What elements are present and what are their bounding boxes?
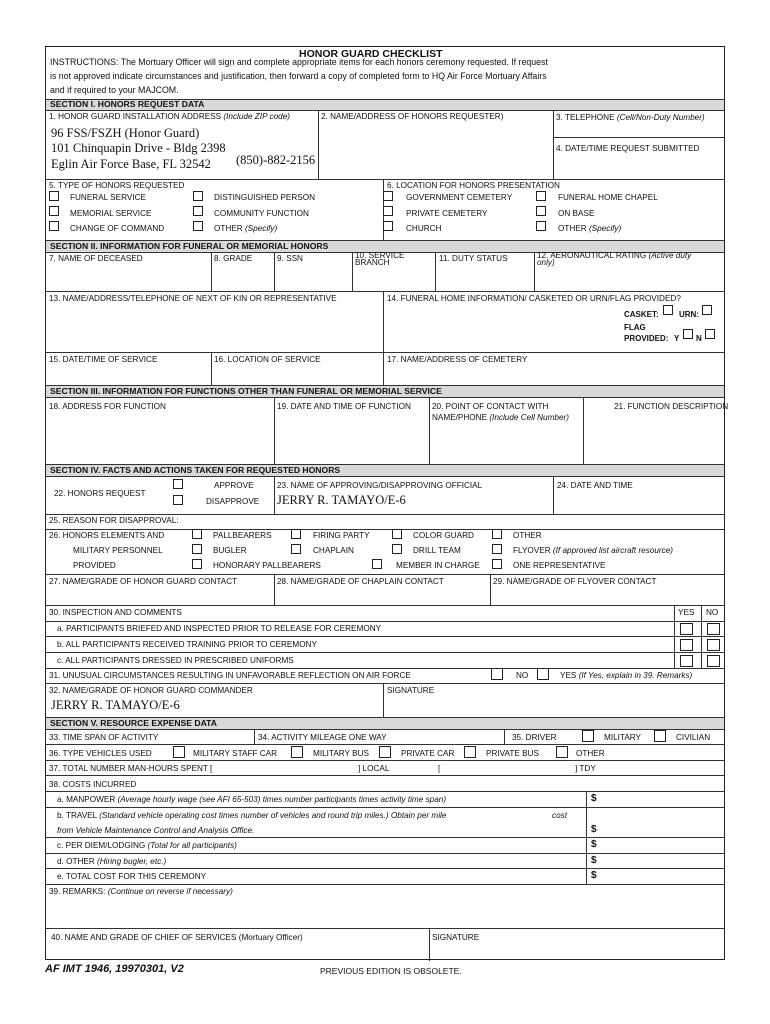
section-4-header: SECTION IV. FACTS AND ACTIONS TAKEN FOR REQUESTED HONORS (50, 465, 341, 475)
form-title: HONOR GUARD CHECKLIST (299, 48, 443, 60)
field-10-label-b: BRANCH (355, 258, 390, 267)
other-cost-dollar: $ (591, 855, 597, 866)
field-24-label: 24. DATE AND TIME (557, 481, 633, 490)
driver-military-label: MILITARY (604, 733, 642, 742)
church-label: CHURCH (406, 224, 442, 233)
unusual-yes-checkbox[interactable] (537, 668, 549, 680)
perdiem-hint: (Total for all participants) (147, 841, 237, 850)
field-34-label: 34. ACTIVITY MILEAGE ONE WAY (258, 733, 387, 742)
casket-label: CASKET: (624, 310, 659, 319)
one-representative-checkbox[interactable] (492, 559, 502, 569)
unusual-no-checkbox[interactable] (491, 668, 503, 680)
field-32-label: 32. NAME/GRADE OF HONOR GUARD COMMANDER (49, 686, 253, 695)
disapprove-label: DISAPPROVE (206, 497, 260, 506)
section-3-header: SECTION III. INFORMATION FOR FUNCTIONS OTHER THAN FUNERAL OR MEMORIAL SERVICE (50, 386, 442, 396)
field-8-label: 8. GRADE (214, 254, 253, 263)
installation-address-line-2[interactable]: 101 Chinquapin Drive - Bldg 2398 (51, 141, 226, 155)
funeral-home-chapel-label: FUNERAL HOME CHAPEL (558, 193, 658, 202)
installation-phone[interactable]: (850)-882-2156 (236, 153, 316, 167)
other-element-label: OTHER (513, 531, 542, 540)
field-11-label: 11. DUTY STATUS (439, 254, 508, 263)
funeral-service-checkbox[interactable] (49, 191, 59, 201)
unusual-no-label: NO (516, 671, 529, 680)
vehicle-private-bus-label: PRIVATE BUS (486, 749, 539, 758)
field-15-label: 15. DATE/TIME OF SERVICE (49, 355, 158, 364)
field-35-label: 35. DRIVER (512, 733, 557, 742)
funeral-service-label: FUNERAL SERVICE (70, 193, 146, 202)
installation-address-line-3[interactable]: Eglin Air Force Base, FL 32542 (51, 157, 211, 171)
field-1-label (49, 112, 290, 122)
field-19-label: 19. DATE AND TIME OF FUNCTION (277, 402, 411, 411)
driver-military-checkbox[interactable] (582, 730, 594, 742)
instructions-line-2: is not approved indicate circumstances and justification, then forward a copy of completed form to HQ Air Force Mortuary Affairs (50, 71, 547, 81)
private-cemetery-checkbox[interactable] (383, 206, 393, 216)
section-2-header: SECTION II. INFORMATION FOR FUNERAL OR MEMORIAL HONORS (50, 241, 329, 251)
on-base-checkbox[interactable] (536, 206, 546, 216)
field-20-label-a: 20. POINT OF CONTACT WITH (432, 402, 549, 411)
flag-yes-label: Y (674, 334, 680, 343)
other-location-hint: (Specify) (588, 224, 622, 233)
field-9-label: 9. SSN (277, 254, 303, 263)
approve-label: APPROVE (214, 481, 254, 490)
vehicle-staff-car-checkbox[interactable] (173, 746, 185, 758)
field-17-label: 17. NAME/ADDRESS OF CEMETERY (387, 355, 528, 364)
field-14-label: 14. FUNERAL HOME INFORMATION/ CASKETED OR URN/FLAG PROVIDED? (387, 294, 681, 303)
instructions-line-1: INSTRUCTIONS: The Mortuary Officer will sign and complete appropriate items for each honors ceremony requested. If request (50, 57, 548, 67)
field-39-label (49, 887, 233, 897)
field-3-label-text: 3. TELEPHONE (556, 113, 615, 122)
memorial-service-label: MEMORIAL SERVICE (70, 209, 152, 218)
other-honors-label (214, 224, 277, 234)
funeral-home-chapel-checkbox[interactable] (536, 191, 546, 201)
field-29-label: 29. NAME/GRADE OF FLYOVER CONTACT (493, 577, 657, 586)
manpower-hint: (Average hourly wage (see AFI 65-503) times number participants times activity time span) (117, 795, 447, 804)
vehicle-military-bus-label: MILITARY BUS (313, 749, 369, 758)
field-10-label-a: 10. SERVICE (355, 251, 405, 260)
vehicle-other-label: OTHER (576, 749, 605, 758)
perdiem-row (57, 841, 237, 851)
instructions-line-3: and if required to your MAJCOM. (50, 85, 179, 95)
field-37-label: 37. TOTAL NUMBER MAN-HOURS SPENT [ (49, 764, 213, 773)
tdy-open-bracket: [ (438, 764, 441, 773)
government-cemetery-label: GOVERNMENT CEMETERY (406, 193, 513, 202)
manpower-dollar: $ (591, 793, 597, 804)
other-location-label-text: OTHER (558, 224, 587, 233)
flag-no-checkbox[interactable] (705, 329, 715, 339)
unusual-yes-label (560, 671, 692, 681)
approve-checkbox[interactable] (173, 479, 183, 489)
total-cost-dollar: $ (591, 870, 597, 881)
bugler-checkbox[interactable] (192, 544, 202, 554)
memorial-service-checkbox[interactable] (49, 206, 59, 216)
vehicle-military-bus-checkbox[interactable] (291, 746, 303, 758)
yes-column-header: YES (678, 608, 695, 617)
field-12-label (537, 252, 691, 260)
flag-yes-checkbox[interactable] (683, 329, 693, 339)
disapprove-checkbox[interactable] (173, 495, 183, 505)
inspection-item-a: a. PARTICIPANTS BRIEFED AND INSPECTED PRIOR TO RELEASE FOR CEREMONY (57, 624, 382, 633)
field-3-label (556, 113, 705, 123)
vehicle-private-bus-checkbox[interactable] (464, 746, 476, 758)
firing-party-checkbox[interactable] (291, 529, 301, 539)
field-3-hint: (Cell/Non-Duty Number) (616, 113, 705, 122)
unusual-yes-label-text: YES (560, 671, 577, 680)
urn-label: URN: (679, 310, 699, 319)
travel-row (57, 811, 446, 821)
field-6-label: 6. LOCATION FOR HONORS PRESENTATION (387, 181, 560, 190)
field-23-label: 23. NAME OF APPROVING/DISAPPROVING OFFICIAL (277, 481, 483, 490)
field-1-label-text: 1. HONOR GUARD INSTALLATION ADDRESS (49, 112, 222, 121)
unusual-yes-hint: (If Yes, explain in 39. Remarks) (578, 671, 693, 680)
field-7-label: 7. NAME OF DECEASED (49, 254, 143, 263)
inspection-b-yes-checkbox[interactable] (680, 639, 693, 651)
field-20-label-b (432, 413, 569, 423)
manpower-label: a. MANPOWER (57, 795, 116, 804)
pallbearers-label: PALLBEARERS (213, 531, 272, 540)
vehicle-private-car-label: PRIVATE CAR (401, 749, 455, 758)
firing-party-label: FIRING PARTY (313, 531, 370, 540)
field-22-label: 22. HONORS REQUEST (54, 489, 146, 498)
provided-label: PROVIDED: (624, 334, 669, 343)
chaplain-checkbox[interactable] (291, 544, 301, 554)
honorary-pallbearers-label: HONORARY PALLBEARERS (213, 561, 321, 570)
inspection-item-c: c. ALL PARTICIPANTS DRESSED IN PRESCRIBED UNIFORMS (57, 656, 294, 665)
perdiem-dollar: $ (591, 839, 597, 850)
other-element-checkbox[interactable] (492, 529, 502, 539)
other-honors-checkbox[interactable] (193, 221, 203, 231)
chaplain-label: CHAPLAIN (313, 546, 354, 555)
local-label: ] LOCAL (358, 764, 390, 773)
government-cemetery-checkbox[interactable] (383, 191, 393, 201)
form-id: AF IMT 1946, 19970301, V2 (45, 963, 184, 975)
field-18-label: 18. ADDRESS FOR FUNCTION (49, 402, 166, 411)
remarks-label: 39. REMARKS: (49, 887, 106, 896)
field-26-label-c: PROVIDED (73, 561, 116, 570)
flag-label: FLAG (624, 323, 646, 332)
other-cost-label: d. OTHER (57, 857, 95, 866)
total-cost-label: e. TOTAL COST FOR THIS CEREMONY (57, 872, 207, 881)
member-in-charge-label: MEMBER IN CHARGE (396, 561, 480, 570)
field-16-label: 16. LOCATION OF SERVICE (214, 355, 321, 364)
other-location-checkbox[interactable] (536, 221, 546, 231)
color-guard-checkbox[interactable] (392, 529, 402, 539)
driver-civilian-label: CIVILIAN (676, 733, 711, 742)
field-4-label: 4. DATE/TIME REQUEST SUBMITTED (556, 144, 700, 153)
manpower-row (57, 795, 446, 805)
vehicle-staff-car-label: MILITARY STAFF CAR (193, 749, 278, 758)
on-base-label: ON BASE (558, 209, 595, 218)
urn-checkbox[interactable] (702, 305, 712, 315)
travel-label: b. TRAVEL (57, 811, 97, 820)
flag-no-label: N (696, 334, 702, 343)
field-5-label: 5. TYPE OF HONORS REQUESTED (49, 181, 185, 190)
honorary-pallbearers-checkbox[interactable] (192, 559, 202, 569)
church-checkbox[interactable] (383, 221, 393, 231)
flyover-hint: (If approved list aircraft resource) (552, 546, 674, 555)
field-40-label: 40. NAME AND GRADE OF CHIEF OF SERVICES (Mortuary Officer) (51, 933, 303, 942)
distinguished-person-label: DISTINGUISHED PERSON (214, 193, 315, 202)
inspection-a-no-checkbox[interactable] (707, 623, 720, 635)
one-representative-label: ONE REPRESENTATIVE (513, 561, 606, 570)
field-38-label: 38. COSTS INCURRED (49, 780, 137, 789)
travel-hint-2: from Vehicle Maintenance Control and Analysis Office. (57, 826, 255, 835)
field-12-hint-a: (Active duty (648, 251, 692, 260)
pallbearers-checkbox[interactable] (192, 529, 202, 539)
field-36-label: 36. TYPE VEHICLES USED (49, 749, 152, 758)
field-30-label: 30. INSPECTION AND COMMENTS (49, 608, 182, 617)
no-column-header: NO (706, 608, 719, 617)
field-20-hint: (Include Cell Number) (489, 413, 569, 422)
other-honors-label-text: OTHER (214, 224, 243, 233)
inspection-c-yes-checkbox[interactable] (680, 655, 693, 667)
inspection-a-yes-checkbox[interactable] (680, 623, 693, 635)
field-21-label: 21. FUNCTION DESCRIPTION (614, 402, 729, 411)
flyover-label (513, 546, 673, 556)
installation-address-line-1[interactable]: 96 FSS/FSZH (Honor Guard) (51, 126, 200, 140)
field-33-label: 33. TIME SPAN OF ACTIVITY (49, 733, 159, 742)
field-13-label: 13. NAME/ADDRESS/TELEPHONE OF NEXT OF KIN OR REPRESENTATIVE (49, 294, 337, 303)
field-27-label: 27. NAME/GRADE OF HONOR GUARD CONTACT (49, 577, 238, 586)
section-5-header: SECTION V. RESOURCE EXPENSE DATA (50, 718, 217, 728)
inspection-b-no-checkbox[interactable] (707, 639, 720, 651)
other-honors-hint: (Specify) (244, 224, 278, 233)
driver-civilian-checkbox[interactable] (654, 730, 666, 742)
inspection-c-no-checkbox[interactable] (707, 655, 720, 667)
travel-cost-word: cost (552, 811, 568, 820)
vehicle-other-checkbox[interactable] (556, 746, 568, 758)
community-function-label: COMMUNITY FUNCTION (214, 209, 309, 218)
commander-signature-label: SIGNATURE (387, 686, 435, 695)
change-of-command-checkbox[interactable] (49, 221, 59, 231)
field-12-hint-b: only) (537, 258, 555, 267)
section-1-header: SECTION I. HONORS REQUEST DATA (50, 99, 205, 109)
flyover-checkbox[interactable] (492, 544, 502, 554)
other-location-label (558, 224, 621, 234)
change-of-command-label: CHANGE OF COMMAND (70, 224, 165, 233)
inspection-item-b: b. ALL PARTICIPANTS RECEIVED TRAINING PRIOR TO CEREMONY (57, 640, 317, 649)
approving-official-value[interactable]: JERRY R. TAMAYO/E-6 (277, 493, 406, 507)
remarks-hint: (Continue on reverse if necessary) (107, 887, 233, 896)
vehicle-private-car-checkbox[interactable] (379, 746, 391, 758)
perdiem-label: c. PER DIEM/LODGING (57, 841, 146, 850)
field-28-label: 28. NAME/GRADE OF CHAPLAIN CONTACT (277, 577, 444, 586)
color-guard-label: COLOR GUARD (413, 531, 474, 540)
field-2-label: 2. NAME/ADDRESS OF HONORS REQUESTER) (321, 112, 504, 121)
field-31-label: 31. UNUSUAL CIRCUMSTANCES RESULTING IN UNFAVORABLE REFLECTION ON AIR FORCE (49, 671, 411, 680)
field-20-label-b-text: NAME/PHONE (432, 413, 488, 422)
travel-hint: (Standard vehicle operating cost times number of vehicles and round trip miles.) Obtain per mile (99, 811, 447, 820)
community-function-checkbox[interactable] (193, 206, 203, 216)
other-cost-hint: (Hiring bugler, etc.) (97, 857, 167, 866)
field-26-label-b: MILITARY PERSONNEL (73, 546, 163, 555)
member-in-charge-checkbox[interactable] (372, 559, 382, 569)
field-12-label-text: 12. AERONAUTICAL RATING (537, 251, 647, 260)
tdy-label: ] TDY (575, 764, 596, 773)
honor-guard-commander-value[interactable]: JERRY R. TAMAYO/E-6 (51, 698, 180, 712)
honor-guard-checklist-form (45, 46, 729, 960)
casket-checkbox[interactable] (663, 305, 673, 315)
drill-team-checkbox[interactable] (392, 544, 402, 554)
private-cemetery-label: PRIVATE CEMETERY (406, 209, 488, 218)
distinguished-person-checkbox[interactable] (193, 191, 203, 201)
field-25-label: 25. REASON FOR DISAPPROVAL: (49, 516, 179, 525)
bugler-label: BUGLER (213, 546, 247, 555)
obsolete-note: PREVIOUS EDITION IS OBSOLETE. (320, 966, 462, 976)
drill-team-label: DRILL TEAM (413, 546, 461, 555)
other-cost-row (57, 857, 166, 867)
travel-dollar: $ (591, 824, 597, 835)
flyover-label-text: FLYOVER (513, 546, 551, 555)
chief-signature-label: SIGNATURE (432, 933, 480, 942)
field-26-label-a: 26. HONORS ELEMENTS AND (49, 531, 165, 540)
field-1-hint: (Include ZIP code) (223, 112, 290, 121)
